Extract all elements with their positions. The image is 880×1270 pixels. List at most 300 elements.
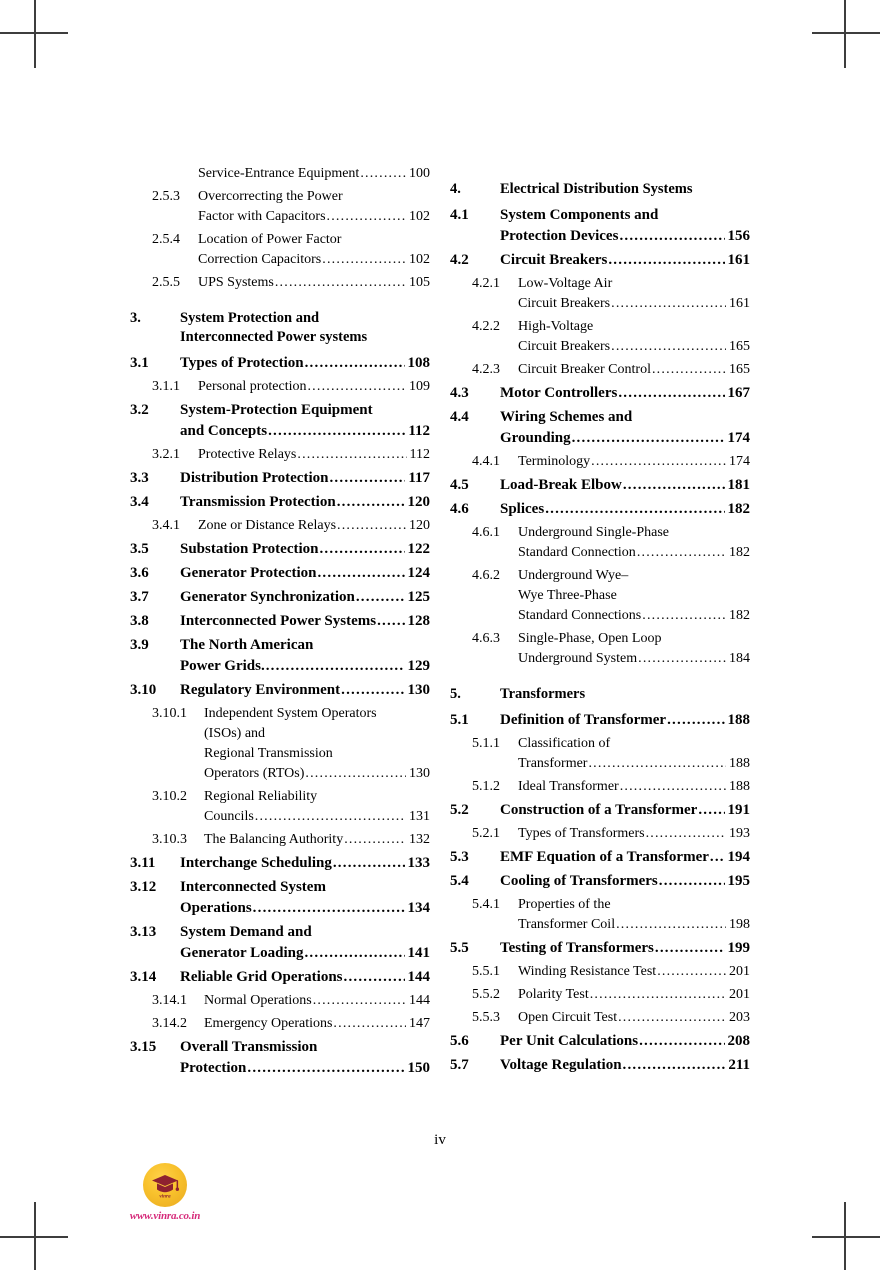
toc-entry[interactable]: [450, 360, 750, 380]
toc-entry-line: [500, 685, 750, 704]
toc-entry-body: [500, 847, 750, 868]
toc-leader-dots: [297, 445, 406, 465]
toc-entry-body: [180, 563, 430, 584]
toc-entry-body: [180, 353, 430, 374]
toc-leader-dots: [608, 250, 724, 271]
toc-entry-body: [518, 985, 750, 1005]
toc-entry-title: Testing of Transformers: [500, 940, 654, 956]
toc-entry[interactable]: [130, 922, 430, 964]
toc-entry-number: 3.6: [130, 565, 149, 581]
toc-entry-line: [204, 764, 430, 784]
toc-entry-line: [518, 337, 750, 357]
toc-entry-number: 3.5: [130, 541, 149, 557]
toc-entry-line: [518, 734, 750, 754]
toc-entry[interactable]: [130, 273, 430, 293]
toc-entry-line: [518, 649, 750, 669]
toc-entry[interactable]: [450, 566, 750, 626]
toc-entry-title: Interconnected Power systems: [180, 329, 368, 345]
toc-entry-body: [500, 250, 750, 271]
toc-leader-dots: [667, 710, 724, 731]
toc-entry-number: 4.5: [450, 477, 469, 493]
toc-entry[interactable]: [130, 877, 430, 919]
toc-entry[interactable]: [450, 499, 750, 520]
toc-leader-dots: [329, 468, 405, 489]
toc-page-number: 165: [729, 362, 750, 377]
toc-entry-title: Transformers: [500, 686, 586, 702]
toc-entry-body: [180, 853, 430, 874]
toc-entry-number: 3.4: [130, 494, 149, 510]
toc-entry-body: [180, 635, 430, 677]
toc-entry-title: Construction of a Transformer: [500, 802, 698, 818]
toc-entry[interactable]: [130, 516, 430, 536]
toc-entry-number: 3.14: [130, 969, 157, 985]
toc-entry-line: [518, 915, 750, 935]
page-number: iv: [434, 1132, 446, 1148]
toc-entry[interactable]: [450, 1031, 750, 1052]
toc-page-number: 144: [407, 969, 430, 985]
toc-entry-title: Protective Relays: [198, 447, 297, 462]
toc-leader-dots: [623, 475, 725, 496]
toc-entry-line: [500, 407, 750, 428]
toc-entry-line: [180, 853, 430, 874]
toc-entry-line: [198, 187, 430, 207]
toc-entry-body: [180, 1037, 430, 1079]
toc-page-number: 141: [407, 945, 430, 961]
toc-entry-title: Single-Phase, Open Loop: [518, 631, 662, 646]
toc-entry-number: 5.1.1: [472, 736, 500, 751]
toc-entry-line: [180, 539, 430, 560]
toc-entry-number: 4.2.2: [472, 319, 500, 334]
toc-entry[interactable]: [130, 230, 430, 270]
toc-entry-title: Circuit Breakers: [500, 252, 608, 268]
toc-entry-number: 5.1: [450, 712, 469, 728]
toc-entry-line: [180, 353, 430, 374]
toc-page-number: 208: [727, 1033, 750, 1049]
toc-leader-dots: [255, 807, 406, 827]
toc-page-number: 211: [728, 1057, 750, 1073]
toc-entry[interactable]: [450, 274, 750, 314]
toc-entry-title: and Concepts: [180, 423, 268, 439]
crop-mark-top-left-horizontal: [0, 32, 68, 34]
toc-entry-line: [518, 777, 750, 797]
toc-leader-dots: [333, 1014, 406, 1034]
toc-entry-line: [518, 274, 750, 294]
toc-entry[interactable]: [130, 635, 430, 677]
toc-entry[interactable]: [130, 991, 430, 1011]
toc-page-number: 120: [409, 518, 430, 533]
toc-page-number: 167: [727, 385, 750, 401]
toc-entry[interactable]: [130, 445, 430, 465]
toc-leader-dots: [646, 824, 726, 844]
toc-leader-dots: [710, 847, 725, 868]
toc-entry-number: 3.9: [130, 637, 149, 653]
toc-page-number: 100: [409, 166, 430, 181]
toc-entry-line: [180, 635, 430, 656]
toc-entry[interactable]: [130, 587, 430, 608]
toc-entry-line: [500, 428, 750, 449]
toc-entry[interactable]: [450, 824, 750, 844]
toc-entry[interactable]: [450, 895, 750, 935]
toc-entry[interactable]: [450, 523, 750, 563]
graduation-cap-icon: [143, 1163, 187, 1207]
toc-leader-dots: [588, 754, 726, 774]
toc-entry[interactable]: [130, 309, 430, 347]
toc-entry-title: Underground Wye–: [518, 568, 629, 583]
toc-entry-title: Cooling of Transformers: [500, 873, 658, 889]
toc-entry[interactable]: [130, 1014, 430, 1034]
toc-leader-dots: [639, 1031, 724, 1052]
toc-entry[interactable]: [130, 967, 430, 988]
toc-entry-title: Transformer Coil: [518, 917, 616, 932]
toc-leader-dots: [360, 164, 406, 184]
toc-entry-number: 5.5.1: [472, 964, 500, 979]
toc-page-number: 105: [409, 275, 430, 290]
toc-entry-body: [500, 383, 750, 404]
toc-entry-title: Per Unit Calculations: [500, 1033, 639, 1049]
toc-page-number: 174: [727, 430, 750, 446]
toc-entry-number: 5.5.3: [472, 1010, 500, 1025]
toc-leader-dots: [616, 915, 726, 935]
toc-entry-line: [180, 898, 430, 919]
toc-leader-dots: [333, 853, 405, 874]
toc-entry-title: Independent System Operators: [204, 706, 377, 721]
toc-entry-number: 3.11: [130, 855, 156, 871]
toc-entry[interactable]: [130, 353, 430, 374]
toc-entry-number: 5.2.1: [472, 826, 500, 841]
toc-entry-body: [180, 877, 430, 919]
toc-entry-body: [518, 895, 750, 935]
toc-entry-body: [180, 587, 430, 608]
toc-entry-line: [180, 421, 430, 442]
toc-entry-line: [518, 360, 750, 380]
toc-entry-line: [518, 629, 750, 649]
svg-text:vinra: vinra: [159, 1193, 171, 1200]
toc-entry[interactable]: [450, 475, 750, 496]
toc-entry[interactable]: [450, 871, 750, 892]
toc-entry-line: [180, 400, 430, 421]
brand-url: www.vinra.co.in: [129, 1210, 201, 1222]
toc-page-number: 199: [727, 940, 750, 956]
toc-leader-dots: [317, 563, 404, 584]
toc-page-number: 130: [409, 766, 430, 781]
toc-entry[interactable]: [450, 800, 750, 821]
toc-entry-number: 3.10: [130, 682, 157, 698]
toc-entry-line: [518, 452, 750, 472]
toc-entry[interactable]: [450, 629, 750, 669]
toc-entry[interactable]: [450, 1008, 750, 1028]
toc-entry[interactable]: [130, 830, 430, 850]
toc-entry-number: 5.6: [450, 1033, 469, 1049]
toc-entry-number: 5.2: [450, 802, 469, 818]
toc-leader-dots: [638, 649, 726, 669]
toc-page-number: 188: [729, 756, 750, 771]
toc-entry-title: Regional Transmission: [204, 746, 333, 761]
toc-entry[interactable]: [450, 205, 750, 247]
toc-entry-title: Transmission Protection: [180, 494, 336, 510]
toc-entry[interactable]: [130, 853, 430, 874]
toc-leader-dots: [698, 800, 724, 821]
toc-entry-title: Service-Entrance Equipment: [198, 166, 360, 181]
toc-entry-body: [518, 777, 750, 797]
toc-entry-line: [500, 938, 750, 959]
toc-entry-title: Wye Three-Phase: [518, 588, 617, 603]
toc-page-number: 120: [407, 494, 430, 510]
toc-page-number: 144: [409, 993, 430, 1008]
toc-leader-dots: [341, 680, 404, 701]
toc-entry-line: [180, 468, 430, 489]
toc-page-number: 182: [727, 501, 750, 517]
toc-entry-title: Interconnected System: [180, 879, 326, 895]
toc-leader-dots: [337, 492, 405, 513]
toc-entry-title: UPS Systems: [198, 275, 274, 290]
toc-entry-line: [500, 800, 750, 821]
toc-entry-number: 3.14.2: [152, 1016, 187, 1031]
toc-page-number: 112: [408, 423, 430, 439]
toc-entry[interactable]: [450, 180, 750, 199]
toc-entry-body: [518, 629, 750, 669]
toc-entry[interactable]: [450, 985, 750, 1005]
toc-page-number: 102: [409, 252, 430, 267]
toc-entry-number: 3.: [130, 310, 141, 326]
toc-entry-number: 5.5: [450, 940, 469, 956]
toc-page-number: 161: [729, 296, 750, 311]
toc-entry-title: Ideal Transformer: [518, 779, 619, 794]
toc-entry-line: [180, 1037, 430, 1058]
toc-leader-dots: [590, 985, 726, 1005]
toc-entry-body: [518, 360, 750, 380]
toc-entry[interactable]: [450, 710, 750, 731]
toc-page-number: 188: [729, 779, 750, 794]
toc-entry[interactable]: [130, 492, 430, 513]
toc-entry-body: [180, 680, 430, 701]
toc-page-number: 125: [407, 589, 430, 605]
toc-entry-line: [518, 294, 750, 314]
toc-page-number: 131: [409, 809, 430, 824]
toc-leader-dots: [611, 294, 726, 314]
toc-entry-line: [180, 967, 430, 988]
toc-entry-body: [518, 523, 750, 563]
toc-entry-line: [180, 943, 430, 964]
toc-entry[interactable]: [450, 452, 750, 472]
toc-entry-number: 3.7: [130, 589, 149, 605]
toc-page-number: 102: [409, 209, 430, 224]
toc-leader-dots: [275, 273, 406, 293]
toc-entry-body: [198, 445, 430, 465]
toc-entry-line: [198, 445, 430, 465]
crop-mark-bottom-left-horizontal: [0, 1236, 68, 1238]
toc-entry-line: [204, 1014, 430, 1034]
toc-entry-line: [500, 1055, 750, 1076]
toc-leader-dots: [268, 421, 405, 442]
toc-entry-number: 5.3: [450, 849, 469, 865]
toc-entry-body: [500, 710, 750, 731]
toc-entry-body: [518, 734, 750, 774]
toc-entry[interactable]: [450, 777, 750, 797]
toc-entry[interactable]: [130, 1037, 430, 1079]
toc-entry-body: [204, 991, 430, 1011]
toc-leader-dots: [620, 777, 726, 797]
toc-entry-number: 5.5.2: [472, 987, 500, 1002]
toc-entry-title: Circuit Breaker Control: [518, 362, 651, 377]
toc-entry-line: [500, 1031, 750, 1052]
toc-page-number: 194: [727, 849, 750, 865]
toc-entry-number: 5.4.1: [472, 897, 500, 912]
toc-entry[interactable]: [130, 787, 430, 827]
toc-page-number: 165: [729, 339, 750, 354]
toc-entry-title: Regional Reliability: [204, 789, 318, 804]
toc-entry-number: 4.1: [450, 207, 469, 223]
toc-entry[interactable]: [450, 734, 750, 774]
toc-leader-dots: [356, 587, 405, 608]
toc-entry[interactable]: [450, 685, 750, 704]
toc-entry-body: [500, 475, 750, 496]
toc-entry[interactable]: [450, 962, 750, 982]
toc-entry-number: 2.5.5: [152, 275, 180, 290]
toc-entry-title: Location of Power Factor: [198, 232, 342, 247]
toc-entry-number: 4.2.3: [472, 362, 500, 377]
toc-entry-title: Protection: [180, 1060, 247, 1076]
toc-entry-title: Generator Protection: [180, 565, 317, 581]
toc-page-number: 198: [729, 917, 750, 932]
toc-leader-dots: [307, 377, 406, 397]
toc-entry[interactable]: [130, 611, 430, 632]
toc-entry-title: System-Protection Equipment: [180, 402, 373, 418]
toc-entry-title: Open Circuit Test: [518, 1010, 618, 1025]
toc-page-number: 182: [729, 545, 750, 560]
toc-entry-title: Electrical Distribution Systems: [500, 181, 693, 197]
toc-page-number: 161: [727, 252, 750, 268]
toc-leader-dots: [618, 1008, 726, 1028]
toc-entry-title: Load-Break Elbow: [500, 477, 622, 493]
toc-entry-line: [518, 317, 750, 337]
toc-entry-title: Power Grids.: [180, 658, 265, 674]
toc-page-number: 203: [729, 1010, 750, 1025]
toc-entry-body: [198, 516, 430, 536]
toc-entry[interactable]: [130, 468, 430, 489]
toc-leader-dots: [344, 830, 406, 850]
toc-page-number: 108: [407, 355, 430, 371]
toc-entry[interactable]: [450, 1055, 750, 1076]
toc-entry-line: [500, 871, 750, 892]
toc-entry[interactable]: [130, 164, 430, 184]
toc-leader-dots: [572, 428, 725, 449]
toc-entry-line: [518, 962, 750, 982]
toc-entry[interactable]: [450, 250, 750, 271]
toc-entry[interactable]: [130, 187, 430, 227]
toc-entry-title: Definition of Transformer: [500, 712, 667, 728]
toc-entry-number: 3.10.2: [152, 789, 187, 804]
toc-entry-line: [500, 847, 750, 868]
toc-entry-number: 5.1.2: [472, 779, 500, 794]
toc-entry[interactable]: [450, 407, 750, 449]
toc-entry-title: Classification of: [518, 736, 611, 751]
toc-entry-line: [198, 377, 430, 397]
toc-entry-title: System Protection and: [180, 310, 320, 326]
toc-entry-body: [198, 187, 430, 227]
toc-entry-number: 5.4: [450, 873, 469, 889]
toc-entry-line: [204, 704, 430, 724]
toc-entry-title: Factor with Capacitors: [198, 209, 326, 224]
toc-entry-title: Underground System: [518, 651, 638, 666]
toc-entry-title: Low-Voltage Air: [518, 276, 613, 291]
toc-entry-body: [198, 164, 430, 184]
toc-entry-title: Operations: [180, 900, 252, 916]
toc-entry-body: [518, 452, 750, 472]
toc-entry-line: [204, 787, 430, 807]
toc-entry-line: [180, 611, 430, 632]
toc-entry-number: 2.5.3: [152, 189, 180, 204]
toc-leader-dots: [618, 383, 724, 404]
toc-entry-number: 3.15: [130, 1039, 157, 1055]
toc-entry-number: 3.14.1: [152, 993, 187, 1008]
toc-leader-dots: [642, 606, 726, 626]
toc-content: [130, 164, 750, 1082]
toc-entry-title: Wiring Schemes and: [500, 409, 633, 425]
toc-entry[interactable]: [130, 680, 430, 701]
toc-entry-title: Councils: [204, 809, 254, 824]
toc-page-number: 182: [729, 608, 750, 623]
toc-leader-dots: [344, 967, 405, 988]
toc-entry-body: [500, 685, 750, 704]
toc-entry[interactable]: [450, 938, 750, 959]
toc-entry-title: Polarity Test: [518, 987, 589, 1002]
toc-entry[interactable]: [130, 563, 430, 584]
toc-entry-title: Generator Loading: [180, 945, 304, 961]
toc-entry-title: Interconnected Power Systems: [180, 613, 377, 629]
toc-leader-dots: [591, 452, 726, 472]
toc-page-number: 188: [727, 712, 750, 728]
toc-entry-line: [518, 985, 750, 1005]
toc-entry-body: [518, 274, 750, 314]
toc-entry-title: Substation Protection: [180, 541, 319, 557]
toc-entry-title: Generator Synchronization: [180, 589, 355, 605]
toc-entry-body: [500, 1055, 750, 1076]
toc-entry[interactable]: [130, 400, 430, 442]
toc-entry-line: [500, 499, 750, 520]
toc-page-number: 193: [729, 826, 750, 841]
toc-entry-title: Interchange Scheduling: [180, 855, 332, 871]
toc-page-number: 132: [409, 832, 430, 847]
toc-entry-line: [518, 895, 750, 915]
toc-entry-title: Zone or Distance Relays: [198, 518, 337, 533]
toc-entry-line: [500, 180, 750, 199]
toc-entry[interactable]: [130, 539, 430, 560]
toc-right-column: [450, 164, 750, 1082]
toc-entry[interactable]: [450, 383, 750, 404]
toc-entry-title: Circuit Breakers: [518, 339, 611, 354]
toc-entry-line: [204, 744, 430, 764]
toc-entry-line: [180, 680, 430, 701]
toc-entry-title: Protection Devices: [500, 228, 619, 244]
toc-entry[interactable]: [450, 317, 750, 357]
toc-entry-body: [180, 967, 430, 988]
toc-entry[interactable]: [450, 847, 750, 868]
toc-entry-line: [500, 710, 750, 731]
toc-entry-title: Circuit Breakers: [518, 296, 611, 311]
toc-entry-number: 4.3: [450, 385, 469, 401]
toc-entry-title: Grounding: [500, 430, 571, 446]
toc-entry[interactable]: [130, 377, 430, 397]
toc-entry-title: Emergency Operations: [204, 1016, 333, 1031]
toc-entry[interactable]: [130, 704, 430, 784]
toc-leader-dots: [305, 764, 406, 784]
toc-entry-line: [180, 563, 430, 584]
toc-leader-dots: [623, 1055, 726, 1076]
toc-entry-line: [180, 492, 430, 513]
toc-entry-title: Overcorrecting the Power: [198, 189, 343, 204]
toc-entry-title: Underground Single-Phase: [518, 525, 669, 540]
toc-entry-line: [500, 226, 750, 247]
